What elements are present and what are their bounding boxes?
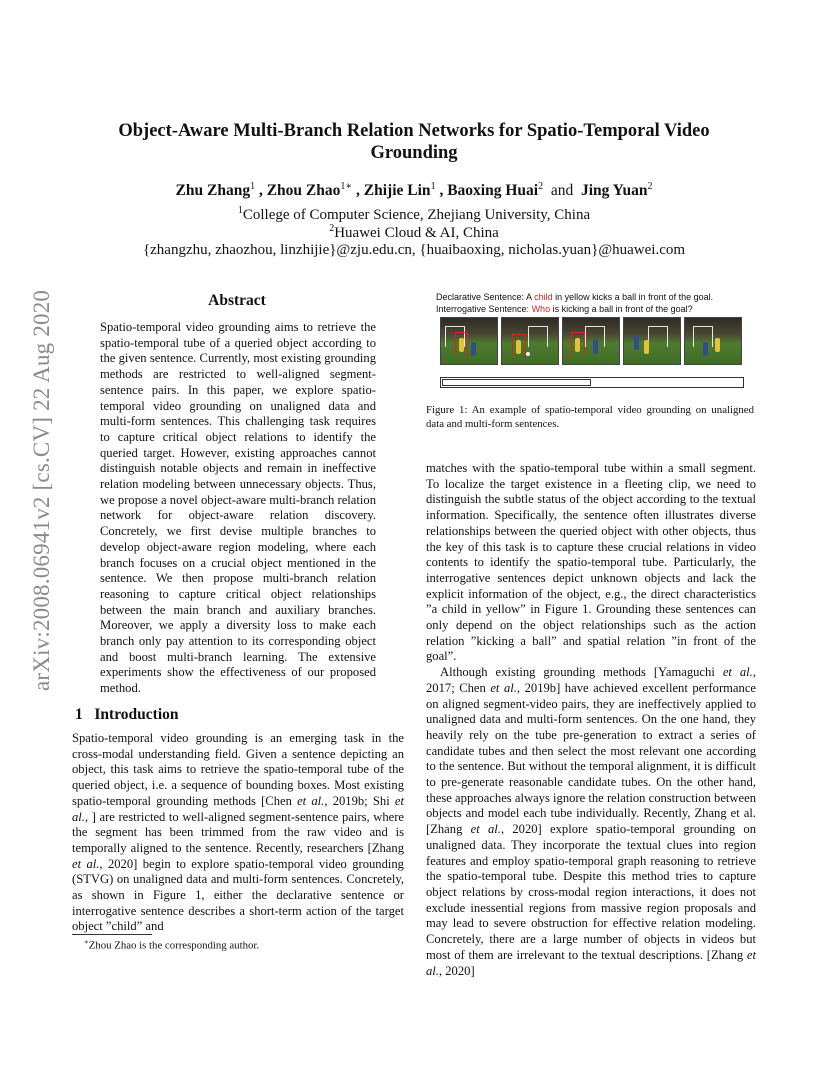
- paper-title: Object-Aware Multi-Branch Relation Networks for Spatio-Temporal Video Grounding: [118, 121, 710, 163]
- text-run: Although existing grounding methods [Yamaguchi: [440, 665, 723, 680]
- right-column-text: [426, 461, 756, 979]
- bounding-box: [512, 334, 526, 358]
- highlight-word: child: [534, 292, 553, 302]
- video-frame: [684, 317, 742, 365]
- intro-paragraph: [72, 731, 404, 935]
- author-name: Zhu Zhang: [175, 182, 251, 200]
- footnote: [84, 938, 259, 952]
- text-run-italic: et al.: [722, 665, 753, 680]
- intro-text: [72, 731, 404, 935]
- text-run: Spatio-temporal video grounding is an emerging task in the cross-modal understanding field. Given a sentence depicting an object, this task aims to retrieve the spatio-temporal tube of the queried object, i.e. a sequence of bounding boxes. Most existing spatio-temporal grounding methods [Chen: [72, 731, 404, 808]
- footnote-text: Zhou Zhao is the corresponding author.: [88, 939, 260, 952]
- text-run-italic: et al.: [297, 793, 325, 808]
- text-run: , 2020] begin to explore spatio-temporal video grounding (STVG) on unaligned data and multi-form sentences. Concretely, as shown in Figure 1, either the declarative sentence or interrogative sentence describes a short-term action of the target object ”child” and: [72, 856, 404, 934]
- video-frame: [562, 317, 620, 365]
- video-frame: [623, 317, 681, 365]
- author-affil-mark: 1: [250, 181, 256, 192]
- author-name: Zhou Zhao: [266, 182, 341, 200]
- text-run: , 2020] explore spatio-temporal grounding on unaligned data. They incorporate the textual clues into region features and employ spatio-temporal graph reasoning to retrieve the spatio-temporal tube. Despite this method tries to capture object relations by cross-modal region interactions, it does not exclude inessential regions from massive region proposals and may lead to severe obstruction for effective relation modeling. Concretely, there are a large number of objects in videos but most of them are irrelevant to the textual descriptions. [Zhang: [426, 822, 757, 962]
- text-run: Declarative Sentence: A: [436, 292, 535, 302]
- author-affil-mark: 2: [647, 181, 653, 192]
- affiliation: [60, 223, 768, 242]
- affil-text: College of Computer Science, Zhejiang University, China: [242, 207, 591, 223]
- text-run-italic: et al.: [426, 947, 756, 978]
- highlight-word: Who: [531, 304, 551, 314]
- text-run-italic: et al.: [72, 793, 404, 824]
- bounding-box: [571, 332, 585, 358]
- author-emails: {zhangzhu, zhaozhou, linzhijie}@zju.edu.cn, {huaibaoxing, nicholas.yuan}@huawei.com: [142, 242, 686, 258]
- text-run: is kicking a ball in front of the goal?: [550, 304, 693, 314]
- player-shape: [593, 340, 598, 354]
- figure-1: [436, 291, 744, 391]
- abstract-paragraph: Spatio-temporal video grounding aims to retrieve the spatio-temporal tube of a queried object according to the given sentence. Currently, most existing grounding methods are restricted to well-aligned segment-sentence pairs. In this paper, we explore spatio-temporal video grounding on unaligned data and multi-form sentences. This challenging task requires to capture critical object relations to identify the queried target. However, existing approaches cannot distinguish notable objects and remain in ineffective relation modeling between unnecessary objects. Thus, we propose a novel object-aware multi-branch relation network for object-aware relation discovery. Concretely, we first devise multiple branches to develop object-aware region modeling, where each branch focuses on a crucial object mentioned in the sentence. We then propose multi-branch relation reasoning to capture critical object relationships between the main branch and auxiliary branches. Moreover, we apply a diversity loss to make each branch only pay attention to its corresponding object and boost multi-branch learning. The extensive experiments show the effectiveness of our proposed method.: [100, 320, 376, 696]
- body-paragraph: matches with the spatio-temporal tube within a small segment. To localize the target existence in a fleeting clip, we need to distinguish the subtle status of the object according to the textual information. Specifically, the sentence often illustrates diverse relationships between the queried object with other objects, thus the key of this task is to capture these crucial relations in video contents to identify the spatio-temporal tube. Particularly, the interrogative sentences depict unknown objects and lack the explicit information of the object, e.g., the direct characteristics ”a child in yellow” in Figure 1. Grounding these sentences can only depend on the object relationships such as the action relation ”kicking a ball” and spatial relation ”in front of the goal”.: [426, 461, 756, 664]
- affil-text: Huawei Cloud & AI, China: [334, 225, 499, 241]
- author-name: Baoxing Huai: [447, 182, 539, 200]
- player-shape: [644, 340, 649, 354]
- declarative-sentence: [436, 291, 744, 303]
- text-run-italic: et al.: [470, 822, 501, 837]
- and-word: and: [550, 182, 574, 200]
- text-run-italic: et al.: [490, 680, 517, 695]
- text-run: , 2020]: [438, 963, 475, 978]
- affiliation: [60, 205, 768, 224]
- body-paragraph: [426, 665, 756, 979]
- abstract-text: [100, 320, 376, 697]
- author-list: Zhu Zhang$^1$ , Zhou Zhao$^{1∗}$ , Zhijie Lin$^1$ , Baoxing Huai$^2$ and Jing Yuan$^2$: [175, 181, 653, 200]
- temporal-timeline: [440, 377, 744, 388]
- author-name: Zhijie Lin: [363, 182, 431, 200]
- footnote-rule: [72, 934, 152, 935]
- author-affil-mark: 1: [430, 181, 436, 192]
- ball-shape: [526, 352, 530, 356]
- section-heading: [75, 706, 179, 724]
- player-shape: [703, 342, 708, 356]
- footnote-mark: ∗: [84, 938, 89, 946]
- text-run: in yellow kicks a ball in front of the goal.: [552, 292, 714, 302]
- goal-shape: [648, 326, 668, 347]
- text-run: Interrogative Sentence:: [436, 304, 532, 314]
- video-frame: [501, 317, 559, 365]
- author-affil-mark: 1∗: [340, 181, 353, 192]
- author-affil-mark: 2: [538, 181, 544, 192]
- affil-mark: 2: [329, 223, 335, 234]
- abstract-heading: Abstract: [208, 292, 266, 309]
- video-frames: [440, 317, 742, 363]
- text-run: , 2019b] have achieved excellent performance on aligned segment-video pairs, they are ineffectively applied to unaligned data and multi-form sentences. On the one hand, they heavily rely on the tube pre-generation to extract a series of candidate tubes and then select the most relevant one according to the sentence. But without the temporal alignment, it is difficult to pre-generate reasonable candidate tubes. On the other hand, these approaches always ignore the relation construction between objects and model each tube individually. Recently, Zhang et al. [Zhang: [426, 680, 757, 837]
- player-shape: [634, 336, 639, 350]
- timeline-segment: [442, 379, 591, 386]
- bounding-box: [455, 332, 468, 358]
- affil-mark: 1: [237, 205, 243, 216]
- text-run: , ] are restricted to well-aligned segment-sentence pairs, where the segment has been trimmed from the raw video and is temporally aligned to the sentence. Recently, researchers [Zhang: [72, 809, 404, 855]
- section-title: Introduction: [94, 706, 179, 723]
- arxiv-stamp: arXiv:2008.06941v2 [cs.CV] 22 Aug 2020: [29, 289, 54, 691]
- figure-caption: Figure 1: An example of spatio-temporal video grounding on unaligned data and multi-form sentences.: [426, 404, 754, 430]
- goal-shape: [528, 326, 548, 347]
- text-run: , 2017; Chen: [426, 665, 756, 695]
- text-run: , 2019b; Shi: [324, 793, 395, 808]
- author-name: Jing Yuan: [580, 182, 648, 200]
- player-shape: [471, 342, 476, 356]
- interrogative-sentence: [436, 303, 744, 315]
- text-run-italic: et al.: [72, 856, 100, 871]
- video-frame: [440, 317, 498, 365]
- section-number: 1: [75, 706, 83, 723]
- player-shape: [715, 338, 720, 352]
